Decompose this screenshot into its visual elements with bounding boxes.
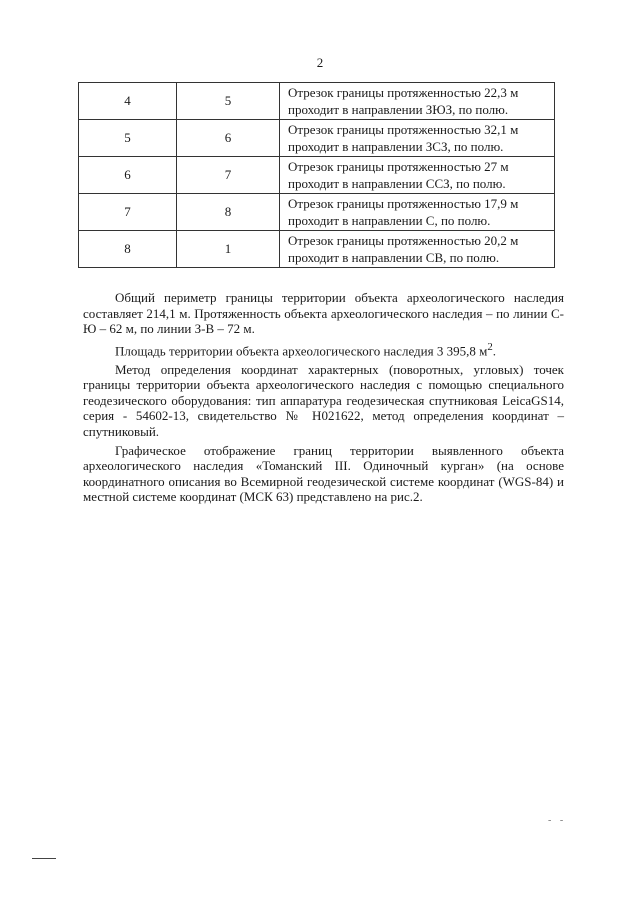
table-row (79, 83, 555, 120)
description-line: проходит в направлении С, по полю. (288, 213, 491, 228)
method-paragraph: Метод определения координат характерных (поворотных, угловых) точек границы территории объекта археологического наследия с помощью специального геодезического оборудования: тип аппаратура геодезическая спутниковая LeicaGS14, серия - 54602-13, свидетельство № Н021622, метод определения координат – спутниковый. (83, 361, 564, 440)
description-line: проходит в направлении ЗСЗ, по полю. (288, 139, 504, 154)
point-from-cell: 7 (79, 194, 177, 231)
area-paragraph (83, 340, 564, 359)
graphics-paragraph: Графическое отображение границ территории выявленного объекта археологического наследия «Томанский III. Одиночный курган» (на основе координатного описания во Всемирной геодезической системе координат (WGS-84) и местной системе координат (МСК 63) представлено на рис.2. (83, 442, 564, 505)
description-line: Отрезок границы протяженностью 20,2 м (288, 233, 519, 248)
point-to-cell: 7 (177, 157, 280, 194)
table-row (79, 120, 555, 157)
description-line: Отрезок границы протяженностью 32,1 м (288, 122, 519, 137)
area-text-end: . (492, 343, 496, 359)
description-line: Отрезок границы протяженностью 22,3 м (288, 85, 519, 100)
segment-description-cell (280, 231, 555, 268)
description-line: Отрезок границы протяженностью 17,9 м (288, 196, 519, 211)
point-to-cell: 8 (177, 194, 280, 231)
segment-description-cell (280, 120, 555, 157)
document-body (83, 290, 564, 505)
point-from-cell: 5 (79, 120, 177, 157)
scan-mark-dashes: - - (548, 815, 567, 826)
scan-mark-line (32, 858, 56, 859)
table-row (79, 157, 555, 194)
segment-description-cell (280, 157, 555, 194)
boundary-segments-table (78, 82, 555, 268)
point-from-cell: 8 (79, 231, 177, 268)
point-to-cell: 6 (177, 120, 280, 157)
segment-description-cell (280, 194, 555, 231)
description-line: Отрезок границы протяженностью 27 м (288, 159, 509, 174)
point-to-cell: 1 (177, 231, 280, 268)
page-number: 2 (316, 55, 324, 70)
description-line: проходит в направлении ССЗ, по полю. (288, 176, 506, 191)
table-row (79, 231, 555, 268)
segment-description-cell (280, 83, 555, 120)
area-text: Площадь территории объекта археологического наследия 3 395,8 м (115, 343, 488, 359)
perimeter-paragraph: Общий периметр границы территории объекта археологического наследия составляет 214,1 м. Протяженность объекта археологического наследия – по линии С-Ю – 62 м, по линии З-В – 72 м. (83, 290, 564, 337)
area-unit-superscript: 2 (487, 340, 493, 353)
point-from-cell: 4 (79, 83, 177, 120)
table-row (79, 194, 555, 231)
description-line: проходит в направлении СВ, по полю. (288, 250, 500, 265)
point-to-cell: 5 (177, 83, 280, 120)
description-line: проходит в направлении ЗЮЗ, по полю. (288, 102, 509, 117)
point-from-cell: 6 (79, 157, 177, 194)
